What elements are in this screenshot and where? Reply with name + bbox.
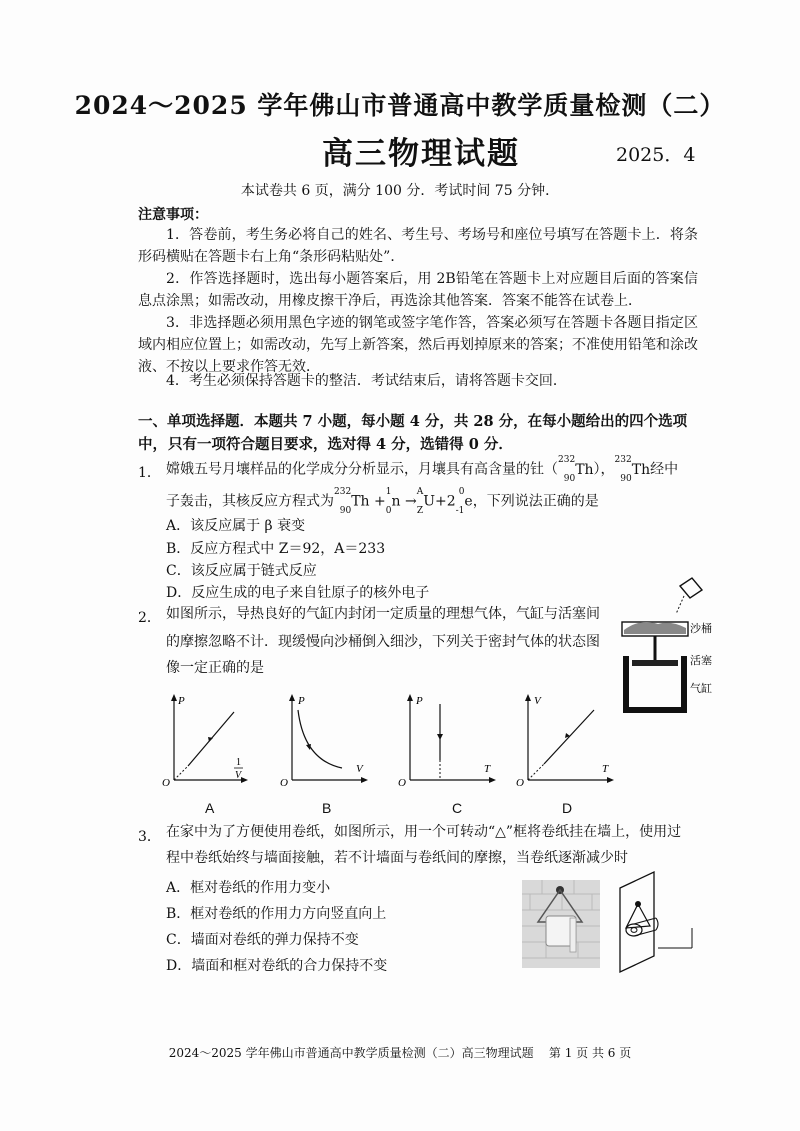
- q1-number: 1．: [138, 465, 161, 481]
- graph-b-y-arrow: [289, 694, 295, 701]
- eq-u-z: Z: [416, 505, 424, 516]
- label-bucket: 沙桶: [690, 623, 712, 635]
- section-heading-line2: 只有一项符合题目要求，选对得 4 分，选错得 0 分．: [168, 436, 513, 453]
- q3-option-d: D．墙面和框对卷纸的合力保持不变: [166, 958, 388, 974]
- notice-item-4: 4．考生必须保持答题卡的整洁．考试结束后，请将答题卡交回．: [166, 373, 567, 389]
- toilet-paper-schematic: [612, 868, 698, 974]
- graph-d-y-arrow: [525, 694, 531, 701]
- exam-date: 2025．4: [616, 144, 696, 166]
- label-cylinder: 气缸: [690, 683, 712, 695]
- eq-e: e: [464, 493, 473, 510]
- eq-u-mass: A: [416, 487, 424, 497]
- graph-a-dashed: [174, 766, 188, 780]
- q3-option-c: C．墙面对卷纸的弹力保持不变: [166, 932, 359, 948]
- eq-th: Th: [351, 493, 370, 510]
- graph-d-x-label: T: [602, 763, 609, 775]
- q2-line2: 的摩擦忽略不计．现缓慢向沙桶倒入细沙，下列关于密封气体的状态图: [166, 634, 600, 650]
- q1-text-e: ，下列说法正确的是: [472, 493, 599, 510]
- graph-a-origin: O: [162, 777, 170, 789]
- th-z-2: 90: [620, 473, 632, 484]
- graph-b-x-arrow: [361, 777, 368, 783]
- eq-e-mass: 0: [458, 487, 465, 497]
- graph-b-curve: [298, 710, 342, 768]
- footer-title: 2024～2025 学年佛山市普通高中教学质量检测（二）高三物理试题: [168, 1046, 534, 1060]
- graph-c-dir-arrow: [437, 734, 443, 740]
- page-footer: [0, 1044, 800, 1061]
- eq-two-e: +2: [435, 493, 456, 510]
- graph-c-x-arrow: [489, 777, 496, 783]
- q1-option-c: C．该反应属于链式反应: [166, 563, 317, 579]
- paper-sheet-icon: [570, 918, 576, 952]
- notice-heading: 注意事项：: [138, 207, 208, 223]
- graph-a: [150, 690, 250, 790]
- graph-d-origin: O: [516, 777, 524, 789]
- graph-a-x-arrow: [241, 777, 248, 783]
- graph-d-x-arrow: [607, 777, 614, 783]
- notice-item-2: 2．作答选择题时，选出每小题答案后，用 2B铅笔在答题卡上对应题目后面的答案信息点涂黑；如需改动，用橡皮擦干净后，再选涂其他答案．答案不能答在试卷上．: [138, 271, 698, 309]
- wall-plane: [620, 872, 654, 972]
- graph-a-x-den: V: [235, 770, 242, 781]
- q1-text-a: 嫦娥五号月壤样品的化学成分分析显示，月壤具有高含量的钍（: [166, 461, 558, 478]
- pouring-cup-icon: [676, 578, 702, 614]
- graph-b: [272, 690, 372, 790]
- exam-info: 本试卷共 6 页，满分 100 分．考试时间 75 分钟．: [240, 183, 560, 199]
- q3-number: 3．: [138, 829, 161, 845]
- graph-c-x-label: T: [484, 763, 491, 775]
- th-symbol: Th: [575, 461, 594, 478]
- q2-line1: 如图所示，导热良好的气缸内封闭一定质量的理想气体，气缸与活塞间: [166, 606, 600, 622]
- nuclide-th: [558, 455, 594, 484]
- notice-item-3: 3．非选择题必须用黑色字迹的钢笔或签字笔作答，答案必须写在答题卡各题目指定区域内相应位置上；如需改动，先写上新答案，然后再划掉原来的答案；不准使用铅笔和涂改液、不按以上要求作答无效．: [138, 315, 698, 375]
- eq-arrow: →: [404, 493, 417, 510]
- graph-c-y-arrow: [407, 694, 413, 701]
- graph-b-label: B: [322, 800, 332, 816]
- section-heading-line1: 一、单项选择题．本题共 7 小题，每小题 4 分，共 28 分，在每小题给出的四个选项中，: [138, 413, 688, 453]
- q2-number: 2．: [138, 610, 161, 626]
- graph-b-dir-arrow: [306, 744, 311, 750]
- q1-text-d: 子轰击，其核反应方程式为: [166, 493, 334, 510]
- q2-line3: 像一定正确的是: [166, 660, 264, 676]
- graph-d-line: [544, 710, 594, 764]
- graph-a-y-label: P: [178, 695, 185, 707]
- th-symbol-2: Th: [631, 461, 651, 478]
- graph-c-y-label: P: [416, 695, 423, 707]
- graph-c: [390, 690, 500, 790]
- q1-text-b: ），: [593, 461, 615, 478]
- q1-option-a: A．该反应属于 β 衰变: [166, 518, 306, 534]
- q2-cylinder-figure: [610, 572, 720, 720]
- graph-a-y-arrow: [171, 694, 177, 701]
- sand-shape: [624, 622, 686, 634]
- eq-th-mass: 232: [334, 487, 352, 497]
- q1-line2: [166, 488, 706, 515]
- q1-line1: [166, 456, 706, 483]
- q1-option-d: D．反应生成的电子来自钍原子的核外电子: [166, 585, 430, 601]
- piston-icon: [632, 660, 678, 666]
- notice-item-1: 1．答卷前，考生务必将自己的姓名、考生号、考场号和座位号填写在答题卡上．将条形码横贴在答题卡右上角“条形码粘贴处”．: [138, 227, 698, 265]
- graph-b-origin: O: [280, 777, 288, 789]
- eq-n-z: 0: [385, 505, 392, 516]
- graph-b-x-label: V: [356, 763, 363, 775]
- footer-page-number: 第 1 页 共 6 页: [548, 1046, 632, 1060]
- q3-option-a: A．框对卷纸的作用力变小: [166, 880, 331, 896]
- eq-e-z: -1: [455, 505, 465, 516]
- q3-option-b: B．框对卷纸的作用力方向竖直向上: [166, 906, 387, 922]
- graph-a-x-num: 1: [236, 757, 241, 768]
- label-piston: 活塞: [690, 655, 712, 667]
- nuclide-th-2: [614, 455, 651, 484]
- graph-c-label: C: [452, 800, 463, 816]
- th-z: 90: [563, 473, 576, 484]
- eq-plus: +: [374, 493, 386, 510]
- graph-b-y-label: P: [298, 695, 305, 707]
- exam-subtitle: 高三物理试题: [322, 136, 520, 172]
- exam-title: 2024～2025 学年佛山市普通高中教学质量检测（二）: [74, 91, 726, 120]
- graph-d-y-label: V: [534, 695, 541, 707]
- q3-line1: 在家中为了方便使用卷纸，如图所示，用一个可转动“△”框将卷纸挂在墙上，使用过: [166, 824, 682, 840]
- graph-d-dashed: [528, 764, 544, 780]
- graph-c-origin: O: [398, 777, 406, 789]
- q1-text-c: 经中: [650, 461, 679, 478]
- graph-a-label: A: [205, 800, 215, 816]
- th-mass: 232: [558, 455, 576, 465]
- eq-n-mass: 1: [385, 487, 392, 497]
- q1-option-b: B．反应方程式中 Z＝92，A＝233: [166, 541, 386, 557]
- eq-u: U: [423, 493, 435, 510]
- roll-core-icon: [631, 928, 637, 933]
- graph-d: [508, 690, 618, 790]
- toilet-paper-photo: [522, 880, 600, 968]
- th-mass-2: 232: [614, 455, 632, 465]
- q3-line2: 程中卷纸始终与墙面接触，若不计墙面与卷纸间的摩擦，当卷纸逐渐减少时: [166, 850, 628, 866]
- eq-th-z: 90: [339, 505, 352, 516]
- eq-n: n: [391, 493, 401, 510]
- graph-d-label: D: [562, 800, 573, 816]
